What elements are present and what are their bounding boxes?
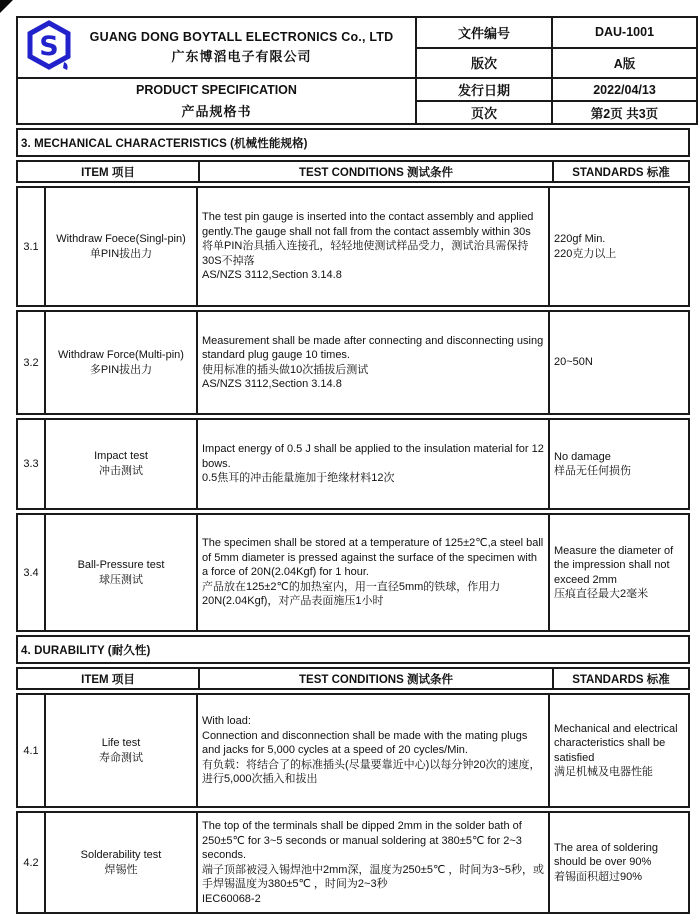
field-value-page: 第2页 共3页 xyxy=(552,101,697,124)
spec-document xyxy=(16,16,690,914)
table-row-3-1 xyxy=(16,186,690,307)
standards xyxy=(550,312,688,413)
document-header-table xyxy=(16,16,698,125)
doc-title-cn: 产品规格书 xyxy=(181,103,252,119)
condition-line: The top of the terminals shall be dipped 2mm in the solder bath of 250±5℃ for 3~5 seconds or manual soldering at 380±5℃ for 2~3 seconds. xyxy=(202,820,522,861)
test-conditions xyxy=(198,515,550,630)
company-name-cn: 广东博滔电子有限公司 xyxy=(171,49,312,64)
item-name xyxy=(46,695,198,806)
company-cell xyxy=(17,17,416,78)
table-row-3-4 xyxy=(16,513,690,632)
item-name-en: Impact test xyxy=(94,450,148,462)
column-header-item: ITEM 项目 xyxy=(18,162,200,181)
table-row-3-3 xyxy=(16,418,690,510)
doc-title-cell xyxy=(17,78,416,124)
table-row-3-2 xyxy=(16,310,690,415)
test-conditions xyxy=(198,695,550,806)
field-value-revision: A版 xyxy=(552,48,697,79)
condition-line: With load: xyxy=(202,715,251,728)
standard-line: No damage xyxy=(554,450,611,463)
test-conditions xyxy=(198,188,550,305)
standard-line: 样品无任何损伤 xyxy=(554,465,631,477)
item-name-en: Withdraw Force(Multi-pin) xyxy=(58,348,184,361)
item-name-cn: 球压测试 xyxy=(99,573,143,586)
condition-line: AS/NZS 3112,Section 3.14.8 xyxy=(202,378,342,390)
table-row-4-2 xyxy=(16,811,690,914)
item-name-cn: 寿命测试 xyxy=(99,751,143,764)
column-header-item: ITEM 项目 xyxy=(18,669,200,688)
standard-line: The area of soldering should be over 90% xyxy=(554,841,658,869)
row-number: 4.1 xyxy=(18,695,46,806)
company-logo-icon xyxy=(26,20,72,75)
field-value-doc-number: DAU-1001 xyxy=(552,17,697,48)
condition-line: 端子顶部被浸入锡焊池中2mm深，温度为250±5℃ ，时间为3~5秒，或手焊锡温度为380±5℃ ，时间为2~3秒 xyxy=(202,863,545,890)
condition-line: IEC60068-2 xyxy=(202,892,261,905)
standard-line: 20~50N xyxy=(554,356,593,369)
standard-line: Measure the diameter of the impression shall not exceed 2mm xyxy=(554,544,674,586)
condition-line: 使用标准的插头做10次插拔后测试 xyxy=(202,363,369,376)
condition-line: Measurement shall be made after connecting and disconnecting using standard plug gauge 10 times. xyxy=(202,334,544,361)
standards xyxy=(550,695,688,806)
column-header-row xyxy=(16,160,690,183)
column-header-conditions: TEST CONDITIONS 测试条件 xyxy=(200,162,554,181)
condition-line: The specimen shall be stored at a temperature of 125±2℃,a steel ball of 5mm diameter is pressed against the surface of the specimen with a force of 20N(2.04Kgf) for 1 hour. xyxy=(202,537,544,579)
section-title-durability: 4. DURABILITY (耐久性) xyxy=(16,635,690,664)
standard-line: Mechanical and electrical characteristics shall be satisfied xyxy=(554,722,678,764)
condition-line: Connection and disconnection shall be made with the mating plugs and jacks for 5,000 cycles at a speed of 20 cycles/Min. xyxy=(202,729,528,757)
standard-line: 220克力以上 xyxy=(554,247,617,260)
row-number: 4.2 xyxy=(18,813,46,912)
condition-line: The test pin gauge is inserted into the contact assembly and applied gently.The gauge shall not fall from the contact assembly within 30s xyxy=(202,211,534,238)
item-name-cn: 单PIN拔出力 xyxy=(89,247,153,260)
row-number: 3.3 xyxy=(18,420,46,508)
column-header-standards: STANDARDS 标准 xyxy=(572,166,670,179)
column-header-conditions: TEST CONDITIONS 测试条件 xyxy=(200,669,554,688)
test-conditions xyxy=(198,813,550,912)
item-name xyxy=(46,312,198,413)
field-value-issue-date: 2022/04/13 xyxy=(552,78,697,101)
item-name-en: Withdraw Foece(Singl-pin) xyxy=(56,232,186,245)
test-conditions xyxy=(198,312,550,413)
item-name-cn: 冲击测试 xyxy=(99,465,143,477)
item-name xyxy=(46,813,198,912)
column-header-row xyxy=(16,667,690,690)
condition-line: AS/NZS 3112,Section 3.14.8 xyxy=(202,269,342,282)
table-row-4-1 xyxy=(16,693,690,808)
field-label-page: 页次 xyxy=(416,101,552,124)
standards xyxy=(550,813,688,912)
standard-line: 220gf Min. xyxy=(554,233,606,245)
svg-text:S: S xyxy=(39,31,59,62)
item-name xyxy=(46,188,198,305)
item-name-cn: 焊锡性 xyxy=(104,863,138,876)
standard-line: 着锡面积超过90% xyxy=(554,870,643,883)
item-name-en: Ball-Pressure test xyxy=(77,558,165,571)
condition-line: 有负载：将结合了的标准插头(尽量要靠近中心)以每分钟20次的速度，进行5,000次插入和拔出 xyxy=(202,758,541,786)
section-title-mechanical: 3. MECHANICAL CHARACTERISTICS (机械性能规格) xyxy=(16,128,690,157)
corner-fold-mark xyxy=(0,0,13,13)
item-name xyxy=(46,420,198,508)
row-number: 3.1 xyxy=(18,188,46,305)
field-label-issue-date: 发行日期 xyxy=(416,78,552,101)
item-name xyxy=(46,515,198,630)
condition-line: 将单PIN治具插入连接孔，轻轻地使测试样品受力，测试治具需保持30S不掉落 xyxy=(202,240,529,267)
field-label-doc-number: 文件编号 xyxy=(416,17,552,48)
doc-title-en: PRODUCT SPECIFICATION xyxy=(136,82,297,97)
item-name-cn: 多PIN拔出力 xyxy=(89,363,153,376)
standards xyxy=(550,188,688,305)
company-name-en: GUANG DONG BOYTALL ELECTRONICS Co., LTD xyxy=(89,30,394,44)
standards xyxy=(550,420,688,508)
row-number: 3.2 xyxy=(18,312,46,413)
standard-line: 压痕直径最大2毫米 xyxy=(554,588,649,600)
field-label-revision: 版次 xyxy=(416,48,552,79)
condition-line: 0.5焦耳的冲击能量施加于绝缘材料12次 xyxy=(202,472,395,485)
column-header-standards: STANDARDS 标准 xyxy=(572,673,670,686)
standards xyxy=(550,515,688,630)
item-name-en: Life test xyxy=(101,736,141,749)
condition-line: 产品放在125±2℃的加热室内，用一直径5mm的铁球，作用力20N(2.04Kgf)，对产品表面施压1小时 xyxy=(202,580,501,608)
item-name-en: Solderability test xyxy=(80,848,162,861)
condition-line: Impact energy of 0.5 J shall be applied to the insulation material for 12 bows. xyxy=(202,443,544,470)
test-conditions xyxy=(198,420,550,508)
standard-line: 满足机械及电器性能 xyxy=(554,766,653,778)
row-number: 3.4 xyxy=(18,515,46,630)
